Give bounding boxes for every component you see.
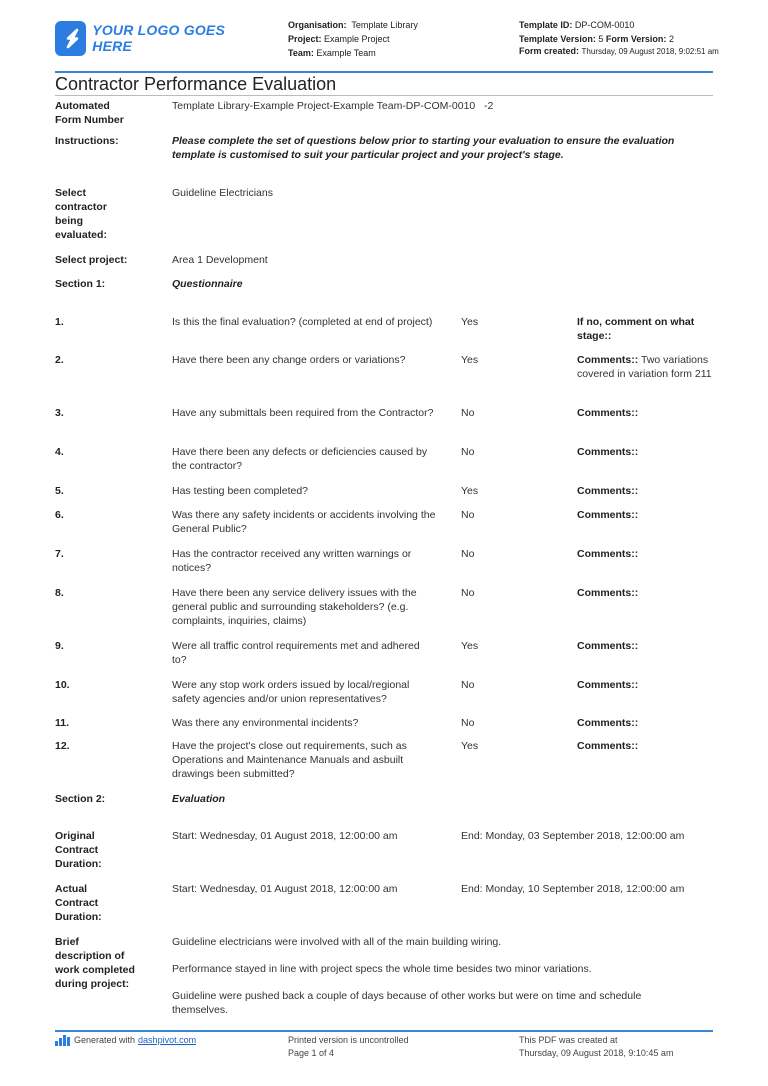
question-number: 10. [55, 679, 70, 691]
contractor-label: Select contractor being evaluated: [55, 187, 107, 241]
contractor-value: Guideline Electricians [172, 187, 273, 199]
question-answer: Yes [461, 485, 479, 497]
actual-duration-label: Actual Contract Duration: [55, 883, 102, 923]
actual-start: Start: Wednesday, 01 August 2018, 12:00:00 am [172, 883, 398, 895]
team-label: Team: [288, 48, 314, 58]
question-comment [577, 315, 717, 343]
title-divider [55, 95, 713, 96]
comment-label: If no, comment on what stage:: [577, 316, 695, 342]
question-answer: No [461, 717, 475, 729]
template-id-label: Template ID: [519, 20, 573, 30]
comment-label: Comments:: [577, 407, 639, 419]
question-text: Has the contractor received any written warnings or notices? [172, 548, 412, 574]
comment-label: Comments:: [577, 509, 639, 521]
question-comment [577, 445, 717, 459]
header-meta-left [288, 18, 418, 60]
section-1-label: Section 1: [55, 278, 106, 290]
question-number: 7. [55, 548, 64, 560]
question-comment [577, 547, 717, 561]
pdf-created-date: Thursday, 09 August 2018, 9:10:45 am [519, 1048, 674, 1058]
question-answer: No [461, 407, 475, 419]
header-divider [55, 71, 713, 73]
question-number: 4. [55, 446, 64, 458]
logo-icon [55, 21, 86, 56]
question-answer: Yes [461, 316, 479, 328]
question-comment [577, 484, 717, 498]
page-header [55, 16, 719, 72]
question-text: Have the project's close out requirements, such as Operations and Maintenance Manuals and asbuilt drawings been submitted? [172, 740, 407, 780]
comment-label: Comments:: [577, 717, 639, 729]
section-1-title: Questionnaire [172, 278, 243, 290]
actual-end: End: Monday, 10 September 2018, 12:00:00 am [461, 883, 685, 895]
form-number-value: Template Library-Example Project-Example Team-DP-COM-0010 -2 [172, 100, 494, 112]
brief-line-3: Guideline were pushed back a couple of days because of other works but were on time and schedule themselves. [172, 990, 642, 1016]
original-start: Start: Wednesday, 01 August 2018, 12:00:00 am [172, 830, 398, 842]
question-text: Were any stop work orders issued by local/regional safety agencies and/or union representatives? [172, 679, 410, 705]
question-text: Were all traffic control requirements met and adhered to? [172, 640, 420, 666]
question-text: Have there been any defects or deficiencies caused by the contractor? [172, 446, 428, 472]
comment-label: Comments:: [577, 740, 639, 752]
question-comment [577, 508, 717, 522]
brief-line-1: Guideline electricians were involved with all of the main building wiring. [172, 936, 502, 948]
question-comment [577, 739, 717, 753]
question-comment [577, 353, 717, 381]
form-created-label: Form created: [519, 46, 580, 56]
comment-label: Comments:: [577, 679, 639, 691]
question-number: 6. [55, 509, 64, 521]
section-2-title: Evaluation [172, 793, 226, 805]
page-number: Page 1 of 4 [288, 1048, 335, 1058]
question-number: 11. [55, 717, 70, 729]
original-duration-label: Original Contract Duration: [55, 830, 102, 870]
header-meta-right [519, 18, 719, 57]
company-logo [55, 20, 250, 56]
comment-label: Comments:: [577, 548, 639, 560]
brief-line-2: Performance stayed in line with project specs the whole time besides two minor variations. [172, 963, 592, 975]
footer-printed [288, 1034, 409, 1060]
project-value: Example Project [324, 34, 390, 44]
organisation-label: Organisation: [288, 20, 347, 30]
section-2-label: Section 2: [55, 793, 106, 805]
template-version-value: 5 [598, 34, 604, 44]
select-project-value: Area 1 Development [172, 254, 268, 266]
question-comment [577, 716, 717, 730]
question-answer: No [461, 509, 475, 521]
printed-notice: Printed version is uncontrolled [288, 1035, 409, 1045]
comment-label: Comments:: [577, 446, 639, 458]
page-title: Contractor Performance Evaluation [55, 74, 337, 94]
bar-chart-icon [55, 1035, 70, 1046]
question-text: Has testing been completed? [172, 485, 309, 497]
question-number: 12. [55, 740, 70, 752]
question-text: Have any submittals been required from the Contractor? [172, 407, 434, 419]
template-id-value: DP-COM-0010 [574, 20, 635, 30]
instructions-value: Please complete the set of questions below prior to starting your evaluation to ensure the evaluation template is customised to suit your particular project and your project's stage. [172, 135, 675, 161]
team-value: Example Team [316, 48, 376, 58]
question-number: 1. [55, 316, 64, 328]
question-comment [577, 406, 717, 420]
question-text: Was there any safety incidents or accidents involving the General Public? [172, 509, 436, 535]
instructions-label: Instructions: [55, 135, 119, 147]
question-number: 5. [55, 485, 64, 497]
question-number: 2. [55, 354, 64, 366]
question-answer: Yes [461, 740, 479, 752]
question-answer: Yes [461, 354, 479, 366]
generated-text: Generated with [74, 1035, 136, 1045]
footer-created [519, 1034, 673, 1060]
footer-generated [55, 1034, 196, 1047]
question-text: Is this the final evaluation? (completed at end of project) [172, 316, 433, 328]
footer-divider [55, 1030, 713, 1032]
original-end: End: Monday, 03 September 2018, 12:00:00 am [461, 830, 685, 842]
question-number: 3. [55, 407, 64, 419]
comment-label: Comments:: [577, 640, 639, 652]
comment-label: Comments:: [577, 354, 639, 366]
question-answer: No [461, 679, 475, 691]
form-number-label: Automated Form Number [55, 100, 124, 126]
comment-label: Comments:: [577, 485, 639, 497]
question-text: Have there been any change orders or variations? [172, 354, 406, 366]
question-comment [577, 586, 717, 600]
brief-description-label: Brief description of work completed during project: [55, 936, 135, 990]
question-number: 8. [55, 587, 64, 599]
project-label: Project: [288, 34, 322, 44]
question-answer: No [461, 587, 475, 599]
question-answer: Yes [461, 640, 479, 652]
question-text: Have there been any service delivery issues with the general public and surrounding stakeholders? (e.g. complaints, inquiries, claims) [172, 587, 417, 627]
form-created-value: Thursday, 09 August 2018, 9:02:51 am [581, 47, 719, 56]
select-project-label: Select project: [55, 254, 128, 266]
question-comment [577, 678, 717, 692]
comment-label: Comments:: [577, 587, 639, 599]
question-answer: No [461, 548, 475, 560]
dashpivot-link[interactable]: dashpivot.com [138, 1035, 197, 1045]
question-number: 9. [55, 640, 64, 652]
question-text: Was there any environmental incidents? [172, 717, 359, 729]
organisation-value: Template Library [351, 20, 418, 30]
logo-text: YOUR LOGO GOES HERE [92, 22, 225, 54]
pdf-created-label: This PDF was created at [519, 1035, 618, 1045]
comment-text: Two variations covered in variation form 211 [577, 354, 712, 380]
question-answer: No [461, 446, 475, 458]
form-version-value: 2 [668, 34, 674, 44]
template-version-label: Template Version: [519, 34, 596, 44]
question-comment [577, 639, 717, 653]
form-version-label: Form Version: [605, 34, 667, 44]
